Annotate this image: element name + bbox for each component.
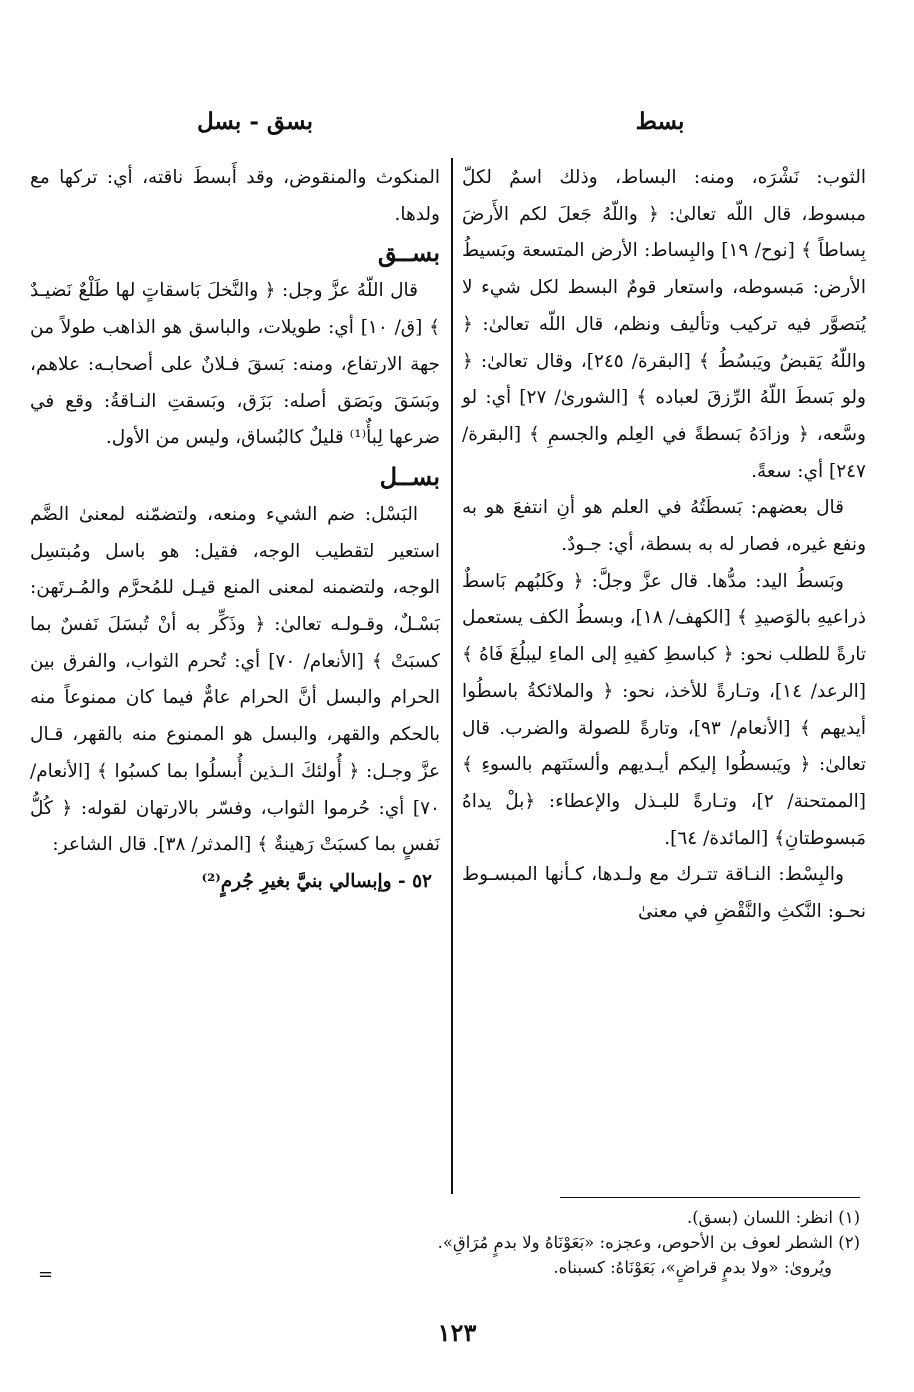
poetry-verse: ٥٢ - وإبسالي بنيَّ بغيرِ جُرمٍ⁽²⁾	[201, 870, 432, 892]
paragraph: وبَسطُ اليد: مدُّها. قال عزَّ وجلَّ: ﴿ وكَلبُهم بَاسطٌ ذراعيهِ بالوَصيدِ ﴾ [الكهف/ ١٨]، وبسطُ الكف يستعمل تارةً للطلب نحو: ﴿ كباسطِ كفيهِ إلى الماءِ ليبلُغَ فَاهُ ﴾ [الرعد/ ١٤]، وتـارةً للأخذ، نحو: ﴿ والملائكةُ باسطُوا أيديهم ﴾ [الأنعام/ ٩٣]، وتارةً للصولة والضرب. قال تعالىٰ: ﴿ ويَبسطُوا إليكم أيـديهم وألسنَتهم بالسوءِ ﴾ [الممتحنة/ ٢]، وتـارةً للبـذل والإعطاء: ﴿بلْ يداهُ مَبسوطتانِ﴾ [المائدة/ ٦٤].	[462, 570, 867, 849]
paragraph: الثوب: نَشْرَه، ومنه: البساط، وذلك اسمٌ لكلّ مبسوط، قال اللّه تعالىٰ: ﴿ واللّهُ جَعلَ لكم الأَرضَ بِساطاً ﴾ [نوح/ ١٩] والبِساط: الأرض المتسعة وبَسيطُ الأرض: مَبسوطه، واستعار قومٌ البسط لكل شيء لا يُتصوَّر فيه تركيب وتأليف ونظم، قال اللّه تعالىٰ: ﴿ واللّهُ يَقبضُ ويَبسُطُ ﴾ [البقرة/ ٢٤٥]، وقال تعالىٰ: ﴿ ولو بَسطَ اللّهُ الرِّزقَ لعباده ﴾ [الشورىٰ/ ٢٧] أي: لو وسَّعه، ﴿ وزادَهُ بَسطةً في العِلم والجسمِ ﴾ [البقرة/ ٢٤٧] أي: سعةً.	[462, 167, 866, 482]
footnote: (١) انظر: اللسان (بسق).	[687, 1208, 860, 1227]
entry-title-basala: بســل	[379, 461, 440, 491]
footnotes	[30, 1205, 860, 1280]
page-number: ١٢٣	[437, 1318, 477, 1347]
right-column	[462, 160, 866, 931]
running-header-left: بسق - بسل	[197, 108, 313, 135]
paragraph: والبِسْط: النـاقة تتـرك مع ولـدها، كـأنها المبسـوط نحـو: النَّكثِ والنَّقْضِ في معنىٰ	[462, 864, 866, 923]
entry-text-basaqa: قال اللّهُ عزَّ وجل: ﴿ والنَّخلَ بَاسقاتٍ لها طَلْعٌ نَضيـدٌ ﴾ [ق/ ١٠] أي: طويلات، والباسق هو الذاهب طولاً من جهة الارتفاع، ومنه: بَسقَ فـلانٌ على أصحابـه: علاهم، وبَسَقَ وبَصَق أصله: بَزَق، وبَسقتِ النـاقةُ: وقع في ضرعها لِبأٌ⁽¹⁾ قليلٌ كالبُساق، وليس من الأول.	[30, 280, 440, 449]
continuation-mark: =	[38, 1264, 54, 1285]
column-divider	[451, 158, 453, 1194]
running-header-right: بسط	[635, 108, 685, 135]
left-column	[30, 160, 440, 901]
footnote-separator	[560, 1197, 860, 1198]
entry-title-basaqa: بســق	[377, 238, 440, 268]
paragraph: المنكوث والمنقوض، وقد أَبسطَ ناقته، أي: تركها مع ولدها.	[30, 167, 440, 225]
footnote-continuation: ويُروىٰ: «ولا بدمٍ قراضٍ»، بَعَوْنَاهُ: كسبناه.	[553, 1258, 832, 1277]
paragraph: قال بعضهم: بَسطَتُهُ في العلم هو أنِ انتفعَ هو به ونفع غيره، فصار له به بسطة، أي: جـودٌ.	[462, 497, 866, 556]
footnote: (٢) الشطر لعوف بن الأحوص، وعجزه: «بَعَوْنَاهُ ولا بدمٍ مُرَاقِ».	[437, 1233, 860, 1252]
entry-text-basala: البَسْل: ضم الشيء ومنعه، ولتضمّنه لمعنىٰ الضَّم استعير لتقطيب الوجه، فقيل: هو باسل ومُبتسِل الوجه، ولتضمنه لمعنى المنع قيـل للمُحرَّم والمُـرتَهن: بَسْـلٌ، وقـولـه تعالىٰ: ﴿ وذَكِّر به أنْ تُبسَلَ نَفسٌ بما كسبَتْ ﴾ [الأنعام/ ٧٠] أي: تُحرم الثواب، والفرق بين الحرام والبسل أنَّ الحرام عامٌّ فيما كان ممنوعاً منه بالحكم والقهر، والبسل هو الممنوع منه بالقهر، قـال عزَّ وجـل: ﴿ أُولئكَ الـذين أُبسلُوا بما كسبُوا ﴾ [الأنعام/ ٧٠] أي: حُرموا الثواب، وفسّر بالارتهان لقوله: ﴿ كُلُّ نَفسٍ بما كسبَتْ رَهينةٌ ﴾ [المدثر/ ٣٨]. قال الشاعر:	[30, 503, 440, 856]
